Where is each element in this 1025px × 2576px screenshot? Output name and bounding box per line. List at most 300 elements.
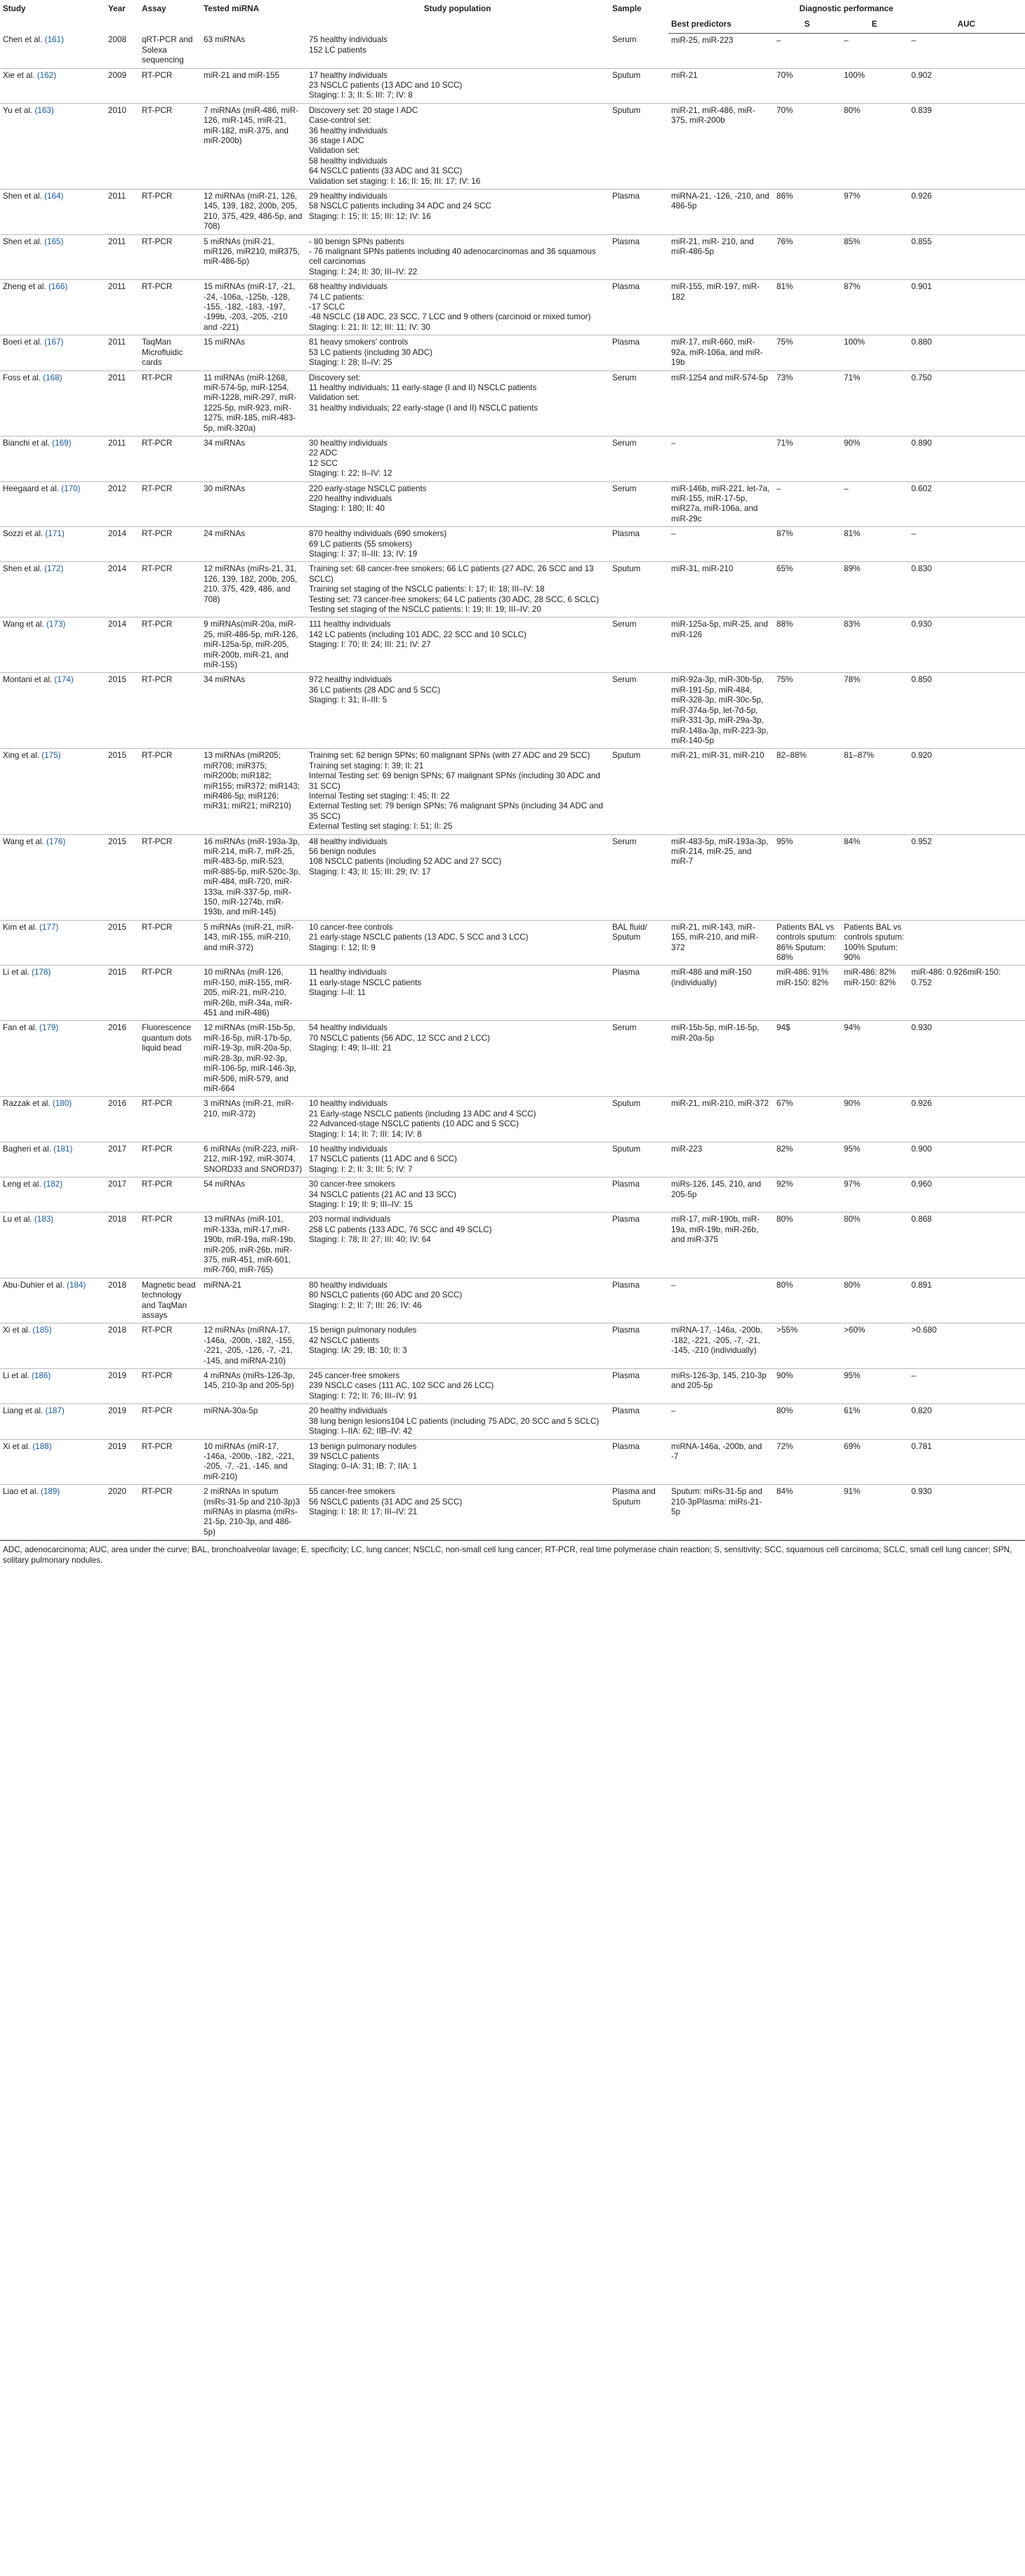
cell-specificity: 85% xyxy=(841,234,908,280)
cell-study xyxy=(0,1097,105,1142)
cell-best-predictors: miR-25, miR-223 xyxy=(668,33,774,68)
cell-year: 2018 xyxy=(105,1213,139,1278)
cell-assay: RT-PCR xyxy=(139,527,201,562)
population-line: Training set staging of the NSCLC patients: I: 17; II: 18; III–IV: 18 xyxy=(309,585,545,594)
cell-auc: 0.920 xyxy=(908,749,1025,834)
reference-link[interactable]: (187) xyxy=(45,1406,65,1416)
cell-study xyxy=(0,280,105,335)
table-row xyxy=(0,834,1025,920)
study-author: Yu et al. xyxy=(3,105,33,115)
population-line: 220 early-stage NSCLC patients xyxy=(309,483,427,493)
cell-sample: Plasma xyxy=(609,234,668,280)
cell-tested-mirna: 12 miRNAs (miRNA-17, -146a, -200b, -182, -155, -221, -205, -126, -7, -21, -145, and miRNA-210) xyxy=(201,1323,306,1369)
reference-link[interactable]: (182) xyxy=(43,1180,63,1189)
population-line: Discovery set: xyxy=(309,373,361,382)
population-line: 38 lung benign lesions104 LC patients (including 75 ADC, 20 SCC and 5 SCLC) xyxy=(309,1416,600,1426)
reference-link[interactable]: (181) xyxy=(53,1144,73,1154)
cell-best-predictors: miR-146b, miR-221, let-7a, miR-155, miR-17-5p, miR27a, miR-106a, and miR-29c xyxy=(668,481,774,527)
cell-specificity: – xyxy=(841,481,908,527)
cell-specificity: 100% xyxy=(841,335,908,371)
cell-year: 2009 xyxy=(105,68,139,103)
cell-assay: RT-PCR xyxy=(139,1097,201,1142)
population-line: 81 heavy smokers' controls xyxy=(309,338,409,347)
cell-sample: Serum xyxy=(609,1021,668,1097)
cell-specificity: 78% xyxy=(841,673,908,749)
reference-link[interactable]: (183) xyxy=(34,1215,54,1224)
cell-auc: 0.926 xyxy=(908,1097,1025,1142)
cell-best-predictors: Sputum: miRs-31-5p and 210-3pPlasma: miRs-21-5p xyxy=(668,1485,774,1540)
study-author: Heegaard et al. xyxy=(3,483,59,493)
cell-sample: Sputum xyxy=(609,562,668,618)
cell-sensitivity: Patients BAL vs controls sputum: 86% Sputum: 68% xyxy=(774,920,841,966)
cell-best-predictors: – xyxy=(668,1404,774,1439)
cell-sample: Plasma xyxy=(609,1439,668,1485)
cell-sample: Serum xyxy=(609,33,668,68)
cell-best-predictors: miRs-126-3p, 145, 210-3p and 205-5p xyxy=(668,1369,774,1404)
cell-study xyxy=(0,966,105,1021)
cell-assay: RT-PCR xyxy=(139,1439,201,1485)
table-row xyxy=(0,527,1025,562)
population-line: 23 NSCLC patients (13 ADC and 10 SCC) xyxy=(309,80,463,90)
reference-link[interactable]: (164) xyxy=(44,192,64,201)
cell-year: 2015 xyxy=(105,966,139,1021)
population-line: Staging: I: 24; II: 30; III–IV: 22 xyxy=(309,267,418,276)
cell-tested-mirna: 15 miRNAs (miR-17, -21, -24, -106a, -125b, -128, -155, -182, -183, -197, -199b, -203, -205, -210 and -221) xyxy=(201,280,306,335)
population-line: 870 healthy individuals (690 smokers) xyxy=(309,529,447,539)
population-line: Staging: I: 49; II–III: 21 xyxy=(309,1043,392,1053)
cell-study-population xyxy=(306,1369,609,1404)
cell-auc: miR-486: 0.926miR-150: 0.752 xyxy=(908,966,1025,1021)
cell-sample: Serum xyxy=(609,371,668,436)
cell-best-predictors: miR-17, miR-190b, miR-19a, miR-19b, miR-26b, and miR-375 xyxy=(668,1213,774,1278)
population-line: Staging: IA: 29; IB: 10; II: 3 xyxy=(309,1346,407,1356)
study-author: Li et al. xyxy=(3,968,29,977)
cell-best-predictors: – xyxy=(668,436,774,481)
cell-study-population xyxy=(306,749,609,834)
cell-best-predictors: miR-155, miR-197, miR-182 xyxy=(668,280,774,335)
cell-study xyxy=(0,749,105,834)
cell-auc: 0.930 xyxy=(908,1021,1025,1097)
cell-year: 2011 xyxy=(105,234,139,280)
population-line: 111 healthy individuals xyxy=(309,620,391,629)
table-row xyxy=(0,1177,1025,1213)
cell-specificity: >60% xyxy=(841,1323,908,1369)
population-line: 220 healthy individuals xyxy=(309,493,392,503)
cell-sample: Sputum xyxy=(609,1097,668,1142)
cell-study-population xyxy=(306,527,609,562)
cell-sample: Serum xyxy=(609,436,668,481)
cell-best-predictors: miRNA-21, -126, -210, and 486-5p xyxy=(668,189,774,235)
cell-year: 2011 xyxy=(105,280,139,335)
population-line: 30 cancer-free smokers xyxy=(309,1180,395,1189)
cell-year: 2010 xyxy=(105,103,139,189)
population-line: Staging: I: 43; II: 15; III: 29; IV: 17 xyxy=(309,867,431,876)
study-author: Zheng et al. xyxy=(3,282,46,292)
population-line: 15 benign pulmonary nodules xyxy=(309,1326,417,1335)
cell-sensitivity: 90% xyxy=(774,1369,841,1404)
cell-auc xyxy=(908,920,1025,966)
population-line: Staging: I: 15; II: 15; III: 12; IV: 16 xyxy=(309,211,431,221)
reference-link[interactable]: (170) xyxy=(61,483,81,493)
table-row xyxy=(0,189,1025,235)
header-diagnostic-performance: Diagnostic performance xyxy=(799,4,894,13)
population-line: - 76 malignant SPNs patients including 40 adenocarcinomas and 36 squamous cell carcinomas xyxy=(309,247,596,267)
cell-auc: 0.930 xyxy=(908,1485,1025,1540)
cell-study xyxy=(0,1404,105,1439)
cell-sensitivity: 92% xyxy=(774,1177,841,1213)
cell-best-predictors: miR-15b-5p, miR-16-5p, miR-20a-5p xyxy=(668,1021,774,1097)
cell-assay: RT-PCR xyxy=(139,920,201,966)
table-row xyxy=(0,234,1025,280)
reference-link[interactable]: (162) xyxy=(37,70,57,80)
cell-sample: Serum xyxy=(609,673,668,749)
cell-specificity: 69% xyxy=(841,1439,908,1485)
cell-study-population xyxy=(306,1097,609,1142)
cell-study xyxy=(0,436,105,481)
cell-year: 2014 xyxy=(105,618,139,673)
population-line: Staging: I: 18; II: 17; III–IV: 21 xyxy=(309,1507,418,1516)
cell-specificity: miR-486: 82% miR-150: 82% xyxy=(841,966,908,1021)
study-author: Xie et al. xyxy=(3,70,35,80)
cell-sample: Plasma xyxy=(609,1278,668,1323)
reference-link[interactable]: (179) xyxy=(39,1023,59,1033)
cell-year: 2020 xyxy=(105,1485,139,1540)
cell-study xyxy=(0,1439,105,1485)
population-line: 13 benign pulmonary nodules xyxy=(309,1441,417,1451)
cell-year: 2015 xyxy=(105,673,139,749)
table-row xyxy=(0,1439,1025,1485)
population-line: 69 LC patients (55 smokers) xyxy=(309,539,412,549)
reference-link[interactable]: (177) xyxy=(39,922,59,932)
population-line: Discovery set: 20 stage I ADC xyxy=(309,105,418,115)
cell-study xyxy=(0,103,105,189)
cell-best-predictors: – xyxy=(668,1278,774,1323)
cell-best-predictors: miRNA-146a, -200b, and -7 xyxy=(668,1439,774,1485)
cell-specificity: 83% xyxy=(841,618,908,673)
population-line: 58 healthy individuals xyxy=(309,156,388,166)
cell-year: 2012 xyxy=(105,481,139,527)
population-line: Case-control set: xyxy=(309,116,371,126)
reference-link[interactable]: (165) xyxy=(44,236,64,246)
cell-best-predictors: miR-483-5p, miR-193a-3p, miR-214, miR-25, and miR-7 xyxy=(668,834,774,920)
cell-auc: – xyxy=(908,33,1025,68)
population-line: Staging: I: 78; II: 27; III: 40; IV: 64 xyxy=(309,1235,431,1245)
cell-sample: Plasma xyxy=(609,1404,668,1439)
population-line: 56 benign nodules xyxy=(309,846,376,856)
cell-tested-mirna: 6 miRNAs (miR-223, miR-212, miR-192, miR-3074, SNORD33 and SNORD37) xyxy=(201,1142,306,1177)
cell-year: 2019 xyxy=(105,1439,139,1485)
population-line: 10 healthy individuals xyxy=(309,1099,388,1109)
cell-assay: RT-PCR xyxy=(139,371,201,436)
study-author: Abu-Duhier et al. xyxy=(3,1280,65,1290)
population-line: 39 NSCLC patients xyxy=(309,1451,380,1461)
cell-tested-mirna: 13 miRNAs (miR-101, miR-133a, miR-17,miR-190b, miR-19a, miR-19b, miR-205, miR-26b, miR-375, miR-451, miR-601, miR-760, miR-765) xyxy=(201,1213,306,1278)
population-line: 17 NSCLC patients (11 ADC and 6 SCC) xyxy=(309,1154,457,1164)
population-line: 142 LC patients (including 101 ADC, 22 SCC and 10 SCLC) xyxy=(309,629,527,639)
cell-auc: 0.602 xyxy=(908,481,1025,527)
cell-specificity: 84% xyxy=(841,834,908,920)
cell-auc: 0.855 xyxy=(908,234,1025,280)
population-line: Staging: I: 37; II–III: 13; IV: 19 xyxy=(309,549,418,559)
cell-assay: Magnetic bead technology and TaqMan assays xyxy=(139,1278,201,1323)
population-line: Staging: I: 72; II: 76; III–IV: 91 xyxy=(309,1391,418,1401)
cell-assay: RT-PCR xyxy=(139,103,201,189)
population-line: Internal Testing set: 69 benign SPNs; 67 malignant SPNs (including 30 ADC and 31 SCC) xyxy=(309,771,600,791)
reference-link[interactable]: (186) xyxy=(31,1371,51,1381)
population-line: Testing set: 73 cancer-free smokers; 64 LC patients (30 ADC, 28 SCC, 6 SCLC) xyxy=(309,594,600,604)
reference-link[interactable]: (168) xyxy=(43,373,62,382)
reference-link[interactable]: (175) xyxy=(41,751,61,761)
cell-study-population xyxy=(306,834,609,920)
cell-sample: BAL fluid/ Sputum xyxy=(609,920,668,966)
cell-sample: Sputum xyxy=(609,749,668,834)
population-line: Validation set staging: I: 16; II: 15; III: 17; IV: 16 xyxy=(309,176,481,186)
reference-link[interactable]: (166) xyxy=(48,282,68,292)
population-line: Staging: I: 3; II: 5; III: 7; IV: 8 xyxy=(309,91,413,100)
table-row xyxy=(0,1404,1025,1439)
cell-tested-mirna: miRNA-21 xyxy=(201,1278,306,1323)
cell-sample: Plasma xyxy=(609,966,668,1021)
cell-auc: 0.902 xyxy=(908,68,1025,103)
reference-link[interactable]: (167) xyxy=(44,338,64,347)
cell-sample: Plasma xyxy=(609,1213,668,1278)
table-row xyxy=(0,618,1025,673)
population-line: Internal Testing set staging: I: 45; II: 22 xyxy=(309,791,450,801)
study-author: Xi et al. xyxy=(3,1326,30,1335)
population-line: 42 NSCLC patients xyxy=(309,1335,380,1345)
cell-tested-mirna: 10 miRNAs (miR-17, -146a, -200b, -182, -221, -205, -7, -21, -145, and miR-210) xyxy=(201,1439,306,1485)
population-line: Staging: 0–IA: 31; IB: 7; IIA: 1 xyxy=(309,1462,417,1471)
cell-sensitivity: 70% xyxy=(774,68,841,103)
cell-sample: Plasma xyxy=(609,335,668,371)
table-row xyxy=(0,920,1025,966)
population-line: Training set: 68 cancer-free smokers; 66 LC patients (27 ADC, 26 SCC and 13 SCLC) xyxy=(309,564,594,584)
reference-link[interactable]: (174) xyxy=(54,675,74,685)
cell-assay: RT-PCR xyxy=(139,966,201,1021)
cell-assay: RT-PCR xyxy=(139,834,201,920)
population-line: External Testing set staging: I: 51; II: 25 xyxy=(309,822,453,832)
reference-link[interactable]: (180) xyxy=(52,1099,72,1109)
table-row xyxy=(0,436,1025,481)
cell-best-predictors: miR-486 and miR-150 (individually) xyxy=(668,966,774,1021)
population-line: 12 SCC xyxy=(309,458,338,468)
study-author: Boeri et al. xyxy=(3,338,42,347)
cell-specificity: 81–87% xyxy=(841,749,908,834)
reference-link[interactable]: (161) xyxy=(44,35,65,45)
cell-tested-mirna: 12 miRNAs (miR-15b-5p, miR-16-5p, miR-17b-5p, miR-19-3p, miR-20a-5p, miR-28-3p, miR-92-3p, miR-106-5p, miR-146-3p, miR-506, miR-579, and miR-664 xyxy=(201,1021,306,1097)
cell-tested-mirna: 24 miRNAs xyxy=(201,527,306,562)
cell-assay: RT-PCR xyxy=(139,68,201,103)
cell-tested-mirna: 16 miRNAs (miR-193a-3p, miR-214, miR-7, miR-25, miR-483-5p, miR-523, miR-885-5p, miR-520c-3p, miR-484, miR-720, miR-133a, miR-337-5p, miR-150, miR-1274b, miR-193b, and miR-145) xyxy=(201,834,306,920)
table-row xyxy=(0,1213,1025,1278)
cell-year: 2015 xyxy=(105,834,139,920)
population-line: 10 healthy individuals xyxy=(309,1144,388,1154)
cell-specificity: 95% xyxy=(841,1142,908,1177)
cell-year: 2011 xyxy=(105,371,139,436)
study-author: Kim et al. xyxy=(3,922,37,932)
reference-link[interactable]: (185) xyxy=(32,1326,52,1335)
cell-best-predictors: miR-21, miR-210, miR-372 xyxy=(668,1097,774,1142)
cell-best-predictors: miR-17, miR-660, miR-92a, miR-106a, and miR-19b xyxy=(668,335,774,371)
population-line: 11 healthy individuals; 11 early-stage (I and II) NSCLC patients xyxy=(309,382,537,392)
study-author: Sozzi et al. xyxy=(3,529,44,539)
population-line: Staging: I: 12; II: 9 xyxy=(309,942,376,952)
cell-specificity: 94% xyxy=(841,1021,908,1097)
cell-sensitivity: 71% xyxy=(774,436,841,481)
cell-study xyxy=(0,1177,105,1213)
cell-sensitivity: 73% xyxy=(774,371,841,436)
cell-study xyxy=(0,1213,105,1278)
table-row xyxy=(0,1485,1025,1540)
cell-best-predictors: miR-21, miR-31, miR-210 xyxy=(668,749,774,834)
cell-assay: RT-PCR xyxy=(139,189,201,235)
cell-study-population xyxy=(306,481,609,527)
population-line: Testing set staging of the NSCLC patients: I: 19; II: 19; III–IV: 20 xyxy=(309,605,541,615)
header-specificity: E xyxy=(841,17,908,33)
population-line: 245 cancer-free smokers xyxy=(309,1371,400,1381)
cell-study xyxy=(0,1021,105,1097)
cell-tested-mirna: miR-21 and miR-155 xyxy=(201,68,306,103)
cell-sensitivity: >55% xyxy=(774,1323,841,1369)
population-line: Validation set: xyxy=(309,393,360,403)
population-line: 11 early-stage NSCLC patients xyxy=(309,977,422,987)
cell-sensitivity: 82–88% xyxy=(774,749,841,834)
population-line: Training set staging: I: 39; II: 21 xyxy=(309,761,424,770)
table-row xyxy=(0,1142,1025,1177)
reference-link[interactable]: (169) xyxy=(52,438,72,448)
cell-assay: RT-PCR xyxy=(139,280,201,335)
reference-link[interactable]: (188) xyxy=(32,1441,52,1451)
population-line: Staging: I: 70; II: 24; III: 21; IV: 27 xyxy=(309,640,431,650)
reference-link[interactable]: (173) xyxy=(46,620,66,629)
cell-study xyxy=(0,1278,105,1323)
cell-best-predictors: miR-125a-5p, miR-25, and miR-126 xyxy=(668,618,774,673)
table-row xyxy=(0,749,1025,834)
reference-link[interactable]: (189) xyxy=(40,1487,60,1497)
reference-link[interactable]: (163) xyxy=(34,105,54,115)
cell-best-predictors: – xyxy=(668,527,774,562)
population-line: 31 healthy individuals; 22 early-stage (I and II) NSCLC patients xyxy=(309,403,538,413)
table-row xyxy=(0,371,1025,436)
header-study: Study xyxy=(3,4,26,13)
reference-link[interactable]: (184) xyxy=(66,1280,86,1290)
population-line: 55 cancer-free smokers xyxy=(309,1487,395,1497)
cell-specificity: 71% xyxy=(841,371,908,436)
cell-sample: Plasma xyxy=(609,527,668,562)
cell-auc: 0.952 xyxy=(908,834,1025,920)
population-line: 30 healthy individuals xyxy=(309,438,388,448)
table-row xyxy=(0,68,1025,103)
cell-specificity: 61% xyxy=(841,1404,908,1439)
cell-study-population xyxy=(306,371,609,436)
population-line: 56 NSCLC patients (31 ADC and 25 SCC) xyxy=(309,1497,463,1507)
table-row xyxy=(0,481,1025,527)
cell-sensitivity: 88% xyxy=(774,618,841,673)
cell-auc: 0.891 xyxy=(908,1278,1025,1323)
cell-tested-mirna: 15 miRNAs xyxy=(201,335,306,371)
study-author: Shen et al. xyxy=(3,564,42,574)
population-line: 21 Early-stage NSCLC patients (including 13 ADC and 4 SCC) xyxy=(309,1109,536,1119)
cell-study-population xyxy=(306,618,609,673)
cell-sample: Serum xyxy=(609,618,668,673)
reference-link[interactable]: (178) xyxy=(31,968,51,977)
table-row xyxy=(0,1323,1025,1369)
cell-tested-mirna: 2 miRNAs in sputum (miRs-31-5p and 210-3p)3 miRNAs in plasma (miRs-21-5p, 210-3p, and 486-5p) xyxy=(201,1485,306,1540)
population-line: Training set: 62 benign SPNs; 60 malignant SPNs (with 27 ADC and 29 SCC) xyxy=(309,751,590,761)
population-line: 70 NSCLC patients (56 ADC, 12 SCC and 2 LCC) xyxy=(309,1033,490,1043)
cell-auc: 0.781 xyxy=(908,1439,1025,1485)
cell-study xyxy=(0,189,105,235)
reference-link[interactable]: (176) xyxy=(46,836,66,846)
header-auc: AUC xyxy=(908,17,1025,33)
cell-auc: 0.880 xyxy=(908,335,1025,371)
reference-link[interactable]: (172) xyxy=(44,564,64,574)
population-line: 258 LC patients (133 ADC, 76 SCC and 49 SCLC) xyxy=(309,1224,492,1234)
cell-tested-mirna: 5 miRNAs (miR-21, miR-143, miR-155, miR-210, and miR-372) xyxy=(201,920,306,966)
table-row xyxy=(0,1278,1025,1323)
population-line: -48 NSCLC (18 ADC, 23 SCC, 7 LCC and 9 others (carcinoid or mixed tumor) xyxy=(309,312,591,322)
cell-assay: RT-PCR xyxy=(139,749,201,834)
cell-tested-mirna: 9 miRNAs(miR-20a, miR-25, miR-486-5p, miR-126, miR-125a-5p, miR-205, miR-200b, miR-21, and miR-155) xyxy=(201,618,306,673)
cell-study-population xyxy=(306,966,609,1021)
cell-tested-mirna: miRNA-30a-5p xyxy=(201,1404,306,1439)
cell-auc: 0.926 xyxy=(908,189,1025,235)
study-author: Bianchi et al. xyxy=(3,438,50,448)
cell-year: 2018 xyxy=(105,1278,139,1323)
study-author: Liao et al. xyxy=(3,1487,39,1497)
cell-study-population xyxy=(306,1323,609,1369)
cell-study-population xyxy=(306,280,609,335)
cell-study-population xyxy=(306,1278,609,1323)
cell-assay: RT-PCR xyxy=(139,436,201,481)
cell-assay: RT-PCR xyxy=(139,673,201,749)
cell-tested-mirna: 63 miRNAs xyxy=(201,33,306,68)
cell-study xyxy=(0,335,105,371)
cell-best-predictors: miRNA-17, -146a, -200b, -182, -221, -205, -7, -21, -145, -210 (individually) xyxy=(668,1323,774,1369)
population-line: Staging: I: 28; II–IV: 25 xyxy=(309,358,392,368)
population-line: 48 healthy individuals xyxy=(309,836,388,846)
cell-sensitivity: 86% xyxy=(774,189,841,235)
cell-auc: >0.680 xyxy=(908,1323,1025,1369)
cell-study-population xyxy=(306,68,609,103)
study-author: Xing et al. xyxy=(3,751,39,761)
population-line: 36 healthy individuals xyxy=(309,126,388,135)
cell-assay: RT-PCR xyxy=(139,1369,201,1404)
cell-assay: RT-PCR xyxy=(139,1404,201,1439)
cell-auc: 0.930 xyxy=(908,618,1025,673)
cell-year: 2011 xyxy=(105,189,139,235)
cell-tested-mirna: 10 miRNAs (miR-126, miR-150, miR-155, miR-205, miR-21, miR-210, miR-26b, miR-34a, miR-451 and miR-486) xyxy=(201,966,306,1021)
cell-sensitivity: 80% xyxy=(774,1404,841,1439)
population-line: 203 normal individuals xyxy=(309,1215,391,1224)
header-tested-mirna: Tested miRNA xyxy=(204,4,260,13)
cell-specificity: 91% xyxy=(841,1485,908,1540)
cell-sensitivity: 81% xyxy=(774,280,841,335)
population-line: - 80 benign SPNs patients xyxy=(309,236,404,246)
study-author: Montani et al. xyxy=(3,675,53,685)
cell-study xyxy=(0,1323,105,1369)
study-author: Leng et al. xyxy=(3,1180,41,1189)
cell-best-predictors: miR-31, miR-210 xyxy=(668,562,774,618)
cell-sample: Serum xyxy=(609,834,668,920)
cell-study xyxy=(0,68,105,103)
cell-study xyxy=(0,920,105,966)
cell-study xyxy=(0,481,105,527)
cell-sensitivity: 80% xyxy=(774,1213,841,1278)
cell-specificity: Patients BAL vs controls sputum: 100% Sputum: 90% xyxy=(841,920,908,966)
reference-link[interactable]: (171) xyxy=(45,529,65,539)
cell-specificity: 80% xyxy=(841,1213,908,1278)
